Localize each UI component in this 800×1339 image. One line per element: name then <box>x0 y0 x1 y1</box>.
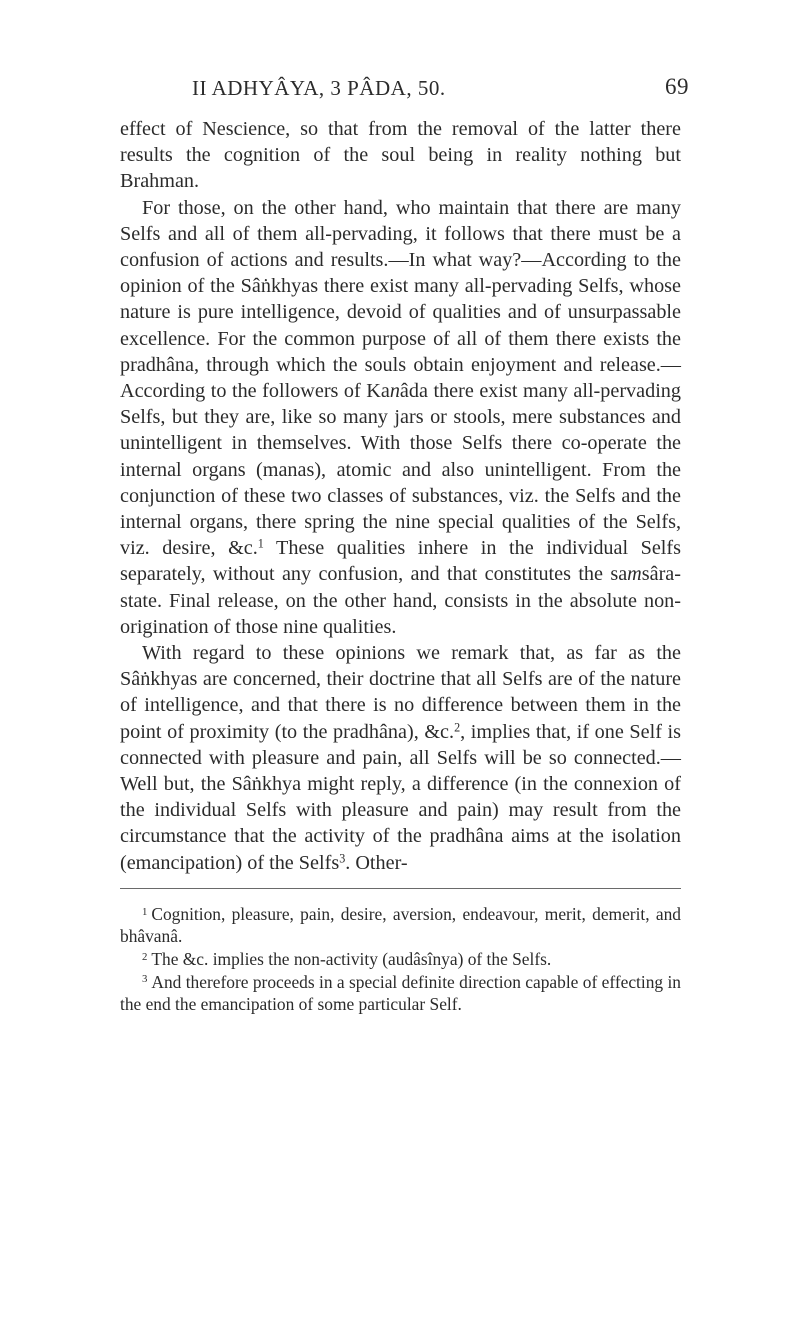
text-run: effect of Nescience, so that from the removal of the latter there results the cognition of the soul being in reality nothing but Brahman. <box>120 118 681 193</box>
footnote <box>120 971 681 1016</box>
text-run: sâra-state. Final release, on the other hand, consists in the absolute non-origination of those nine qualities. <box>120 563 681 638</box>
text-run: With regard to these opinions we remark that, as far as the Sâṅkhyas are concerned, their doctrine that all Selfs are of the nature of intelligence, and that there is no difference between them in the point of proximity (to the pradhâna), &c. <box>120 642 681 743</box>
italic-text: n <box>389 380 400 403</box>
footnotes <box>120 903 681 1016</box>
footnote-reference: 2 <box>454 720 461 735</box>
running-head-title: II ADHYÂYA, 3 PÂDA, 50. <box>192 76 446 100</box>
text-run: . Other- <box>345 851 408 874</box>
text-run: These qualities inhere in the individual Selfs separately, without any confusion, and that constitutes the sa <box>120 537 681 586</box>
footnote-marker: 1 <box>142 905 148 918</box>
footnote-reference: 1 <box>257 536 264 551</box>
page-number: 69 <box>665 74 689 99</box>
footnote <box>120 903 681 948</box>
footnote <box>120 948 681 971</box>
text-run: âda there exist many all-pervading Selfs, but they are, like so many jars or stools, mere substances and unintelligent in themselves. With those Selfs there co-operate the internal organs (manas), atomic and also unintelligent. From the conjunction of these two classes of substances, viz. the Selfs and the internal organs, there spring the nine special qualities of the Selfs, viz. desire, &c. <box>120 380 681 560</box>
paragraph <box>120 640 681 876</box>
footnote-reference: 3 <box>339 851 346 866</box>
book-page <box>120 70 689 1016</box>
text-run: , implies that, if one Self is connected with pleasure and pain, all Selfs will be so connected.—Well but, the Sâṅkhya might reply, a difference (in the connexion of the individual Selfs with pleasure and pain) may result from the circumstance that the activity of the pradhâna aims at the isolation (emancipation) of the Selfs <box>120 720 681 874</box>
footnote-marker: 3 <box>142 973 148 986</box>
text-run: For those, on the other hand, who maintain that there are many Selfs and all of them all-pervading, it follows that there must be a confusion of actions and results.—In what way?—According to the opinion of the Sâṅkhyas there exist many all-pervading Selfs, whose nature is pure intelligence, devoid of qualities and of unsurpassable excellence. For the common purpose of all of them there exists the pradhâna, through which the souls obtain enjoyment and release.—According to the followers of Ka <box>120 196 681 403</box>
footnote-marker: 2 <box>142 950 148 963</box>
main-text <box>120 116 681 876</box>
paragraph <box>120 116 681 195</box>
footnote-text: The &c. implies the non-activity (audâsînya) of the Selfs. <box>151 949 552 970</box>
paragraph <box>120 195 681 640</box>
footnote-text: Cognition, pleasure, pain, desire, aversion, endeavour, merit, demerit, and bhâvanâ. <box>120 903 681 947</box>
footnote-divider <box>120 888 681 889</box>
footnote-text: And therefore proceeds in a special definite direction capable of effecting in the end the emancipation of some particular Self. <box>120 971 681 1015</box>
italic-text: m <box>627 563 642 586</box>
running-head <box>120 70 689 110</box>
